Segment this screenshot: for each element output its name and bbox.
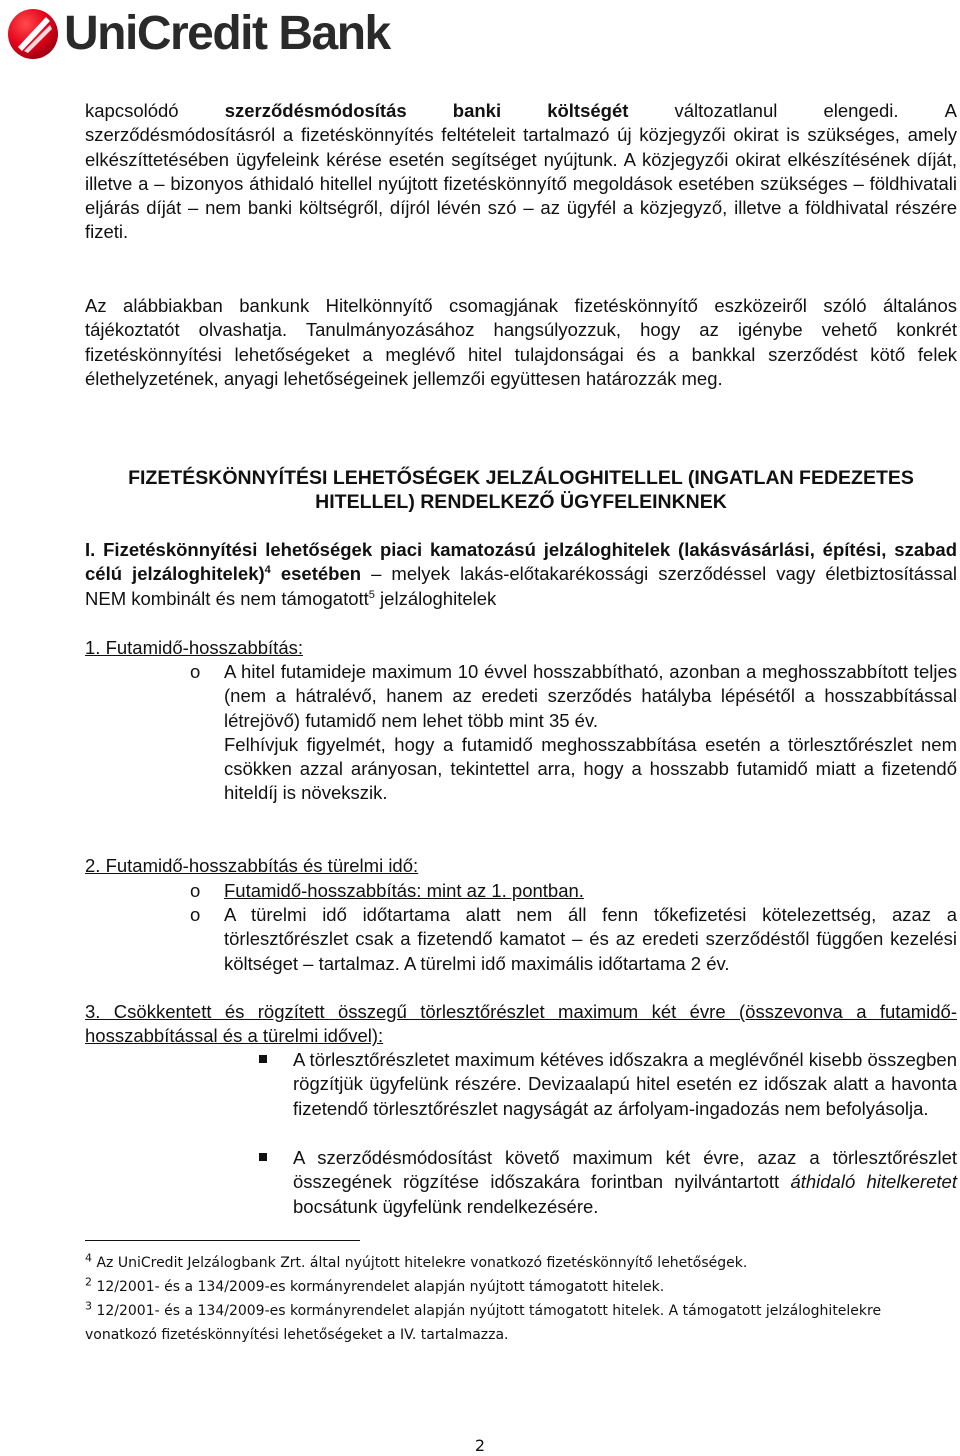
square-bullet-icon [259,1055,267,1063]
intro-word: A [944,100,957,121]
sub2-item-2 [224,903,957,976]
sub3-item2-text [293,1146,957,1219]
sub2-item2-text: A türelmi idő időtartama alatt nem áll fenn tőkefizetési kötelezettség, azaz a törlesztőrészlet csak a fizetendő kamatot – és az eredeti szerződéstől függően kezelési költséget – tartalmaz. A türelmi idő maximális időtartama 2 év. [224,904,957,974]
sub2-item-1 [224,879,957,903]
info-paragraph [85,294,957,391]
section-heading [85,466,957,515]
intro-word-bold: banki [452,100,502,121]
section-1-title: I. Fizetéskönnyítési lehetőségek piaci kamatozású jelzáloghitelek (lakásvásárlási, építési, szabad célú jelzáloghitelek) [85,539,957,585]
info-body: Az alábbiakban bankunk Hitelkönnyítő csomagjának fizetéskönnyítő eszközeiről szóló általános tájékoztatót olvashatja. Tanulmányozásához hangsúlyozzuk, hogy az igénybe vehető konkrét fizetéskönnyítési lehetőségeket a meglévő hitel tulajdonságai és a bankkal szerződést kötő felek élethelyzetének, anyagi lehetőségeinek jellemzői együttesen határozzák meg. [85,295,957,389]
intro-first-line [85,99,957,123]
section-1 [85,538,957,611]
section-1-desc: – melyek lakás-előtakarékossági szerződéssel vagy életbiztosítással NEM kombinált és nem támogatott [85,563,957,609]
sub2-title-text: 2. Futamidő-hosszabbítás és türelmi idő: [85,855,419,876]
footnote-ref-4[interactable]: 4 [264,564,271,577]
heading-line-1: FIZETÉSKÖNNYÍTÉSI LEHETŐSÉGEK JELZÁLOGHITELLEL (INGATLAN FEDEZETES [128,467,914,489]
sub3-item-1 [293,1048,957,1121]
sub1-title [85,636,957,660]
intro-body: szerződésmódosításról a fizetéskönnyítés feltételeit tartalmazó új közjegyzői okirat is szükséges, amely elkészíttetésében ügyfeleink kérése esetén segítséget nyújtunk. A közjegyzői okirat elkészítésének díját, illetve a – bizonyos áthidaló hitellel nyújtott fizetéskönnyítő megoldások esetében szükséges – földhivatali eljárás díját – nem banki költségről, díjról lévén szó – az ügyfél a közjegyző, illetve a földhivatal részére fizeti. [85,124,957,243]
intro-word: elengedi. [823,100,899,121]
sub2-title [85,854,957,878]
heading-line-2: HITELLEL) RENDELKEZŐ ÜGYFELEINKNEK [315,491,727,514]
sub3-title [85,1000,957,1049]
unicredit-logo [6,4,390,64]
sub3-title-text: 3. Csökkentett és rögzített összegű törlesztőrészlet maximum két évre (összevonva a futamidő-hosszabbítással és a türelmi idővel): [85,1001,957,1047]
section-1-text [85,538,957,611]
sub1-title-text: 1. Futamidő-hosszabbítás: [85,637,303,658]
sub3-item1-text: A törlesztőrészletet maximum kétéves időszakra a meglévőnél kisebb összegben rögzítjük ügyfelünk részére. Devizaalapú hitel esetén ez időszak alatt a havonta fizetendő törlesztőrészlet nagyságát az árfolyam-ingadozás nem befolyásolja. [293,1049,957,1119]
sub1-item-text2: Felhívjuk figyelmét, hogy a futamidő meghosszabbítása esetén a törlesztőrészlet nem csökken azzal arányosan, tekintettel arra, hogy a hosszabb futamidő miatt a fizetendő hiteldíj is növekszik. [224,733,957,804]
sub3-item2-pre: A szerződésmódosítást követő maximum két évre, azaz a törlesztőrészlet összegének rögzítése időszakára forintban nyilvántartott [293,1147,957,1193]
sub3-item2-post: bocsátunk ügyfelünk rendelkezésére. [293,1195,599,1217]
page-number: 2 [474,1436,486,1455]
section-1-title-tail: esetében [270,563,362,585]
unicredit-logo-icon [6,7,60,61]
circle-bullet-icon: o [190,904,201,925]
intro-word: kapcsolódó [85,100,179,121]
intro-word-bold: költségét [547,100,629,121]
brand-name: UniCredit Bank [64,7,390,60]
intro-word: változatlanul [674,100,778,121]
footnote-number: 4 [85,1251,92,1265]
circle-bullet-icon: o [190,880,201,901]
footnote-number: 3 [85,1299,92,1313]
footnote-divider [85,1240,360,1241]
footnote-2 [85,1275,945,1299]
circle-bullet-icon: o [190,661,201,682]
sub1-item [224,660,957,806]
footnote-text: Az UniCredit Jelzálogbank Zrt. által nyújtott hitelekre vonatkozó fizetéskönnyítő lehetőségek. [96,1255,748,1271]
intro-word-bold: szerződésmódosítás [224,100,407,121]
footnote-4 [85,1251,945,1275]
sub3-item-2 [293,1146,957,1219]
footnote-number: 2 [85,1275,92,1289]
section-1-desc-tail: jelzáloghitelek [374,587,497,609]
footnote-text: 12/2001- és a 134/2009-es kormányrendelet alapján nyújtott támogatott hitelek. [96,1279,665,1295]
sub2-item1-text: Futamidő-hosszabbítás: mint az 1. pontban. [224,880,584,901]
intro-paragraph [85,99,957,245]
footnote-ref-5[interactable]: 5 [368,588,375,601]
sub3-item2-em: áthidaló hitelkeretet [790,1171,957,1193]
sub1-item-text1: A hitel futamideje maximum 10 évvel hosszabbítható, azonban a meghosszabbított teljes (nem a hátralévő, hanem az eredeti szerződés hatályba lépésétől a hosszabbítással létrejövő) futamidő nem lehet több mint 35 év. [224,661,957,731]
footnote-3 [85,1299,945,1347]
square-bullet-icon [259,1153,267,1161]
footnote-text: 12/2001- és a 134/2009-es kormányrendelet alapján nyújtott támogatott hitelek. A támogatott jelzáloghitelekre vonatkozó fizetéskönnyítési lehetőségeket a IV. tartalmazza. [85,1303,882,1343]
